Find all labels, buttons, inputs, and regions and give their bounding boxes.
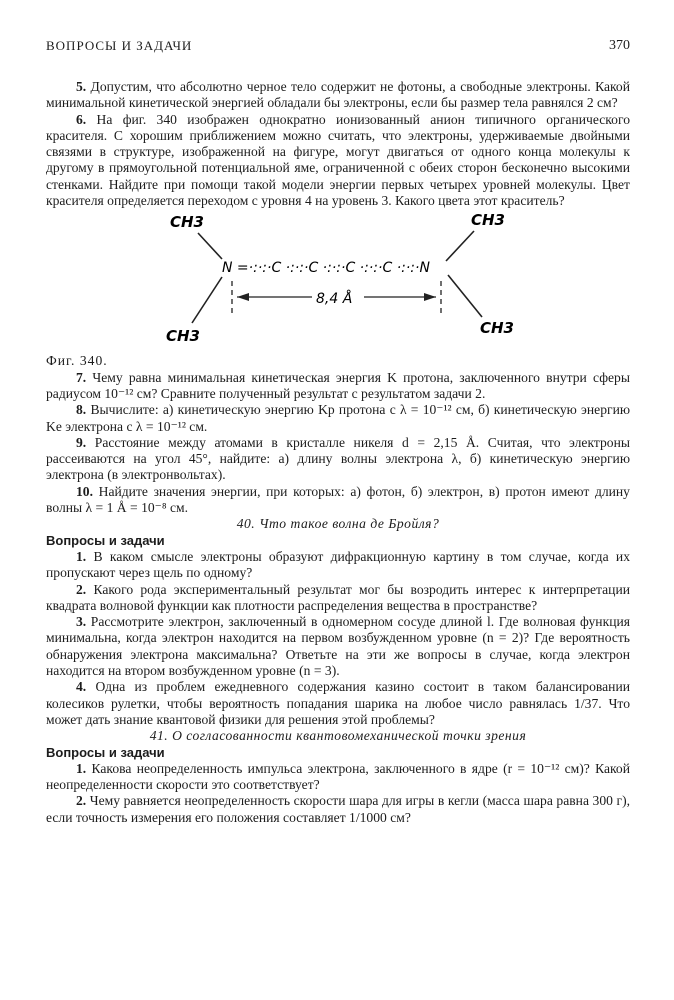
- problem-text: Какова неопределенность импульса электрона, заключенного в ядре (r = 10⁻¹² см)? Какой неопределенности скорости это соответствует?: [46, 760, 631, 793]
- problem-text: Расстояние между атомами в кристалле никеля d = 2,15 Å. Считая, что электроны рассеиваются на угол 45°, найдите: а) длину волны электрона λ, б) кинетическую энергию электрона (в электронвольтах).: [46, 434, 631, 483]
- section-41-title: 41. О согласованности квантовомеханической точки зрения: [149, 728, 527, 744]
- problem-text: Найдите значения энергии, при которых: а) фотон, б) электрон, в) протон имеют длину волны λ = 1 Å = 10⁻⁸ см.: [46, 483, 630, 516]
- conjugated-chain: N =·:·:·C ·:·:·C ·:·:·C ·:·:·C ·:·:·N: [222, 260, 430, 277]
- running-head: [46, 38, 630, 58]
- question-40-3: [46, 614, 630, 679]
- problem-7: [46, 370, 630, 403]
- question-41-2: [46, 793, 630, 826]
- problem-text: Допустим, что абсолютно черное тело содержит не фотоны, а свободные электроны. Какой минимальной кинетической энергией обладали бы электроны, если бы размер тела равнялся 2 см?: [46, 79, 630, 111]
- arrowhead-right: [424, 293, 436, 301]
- problem-text: В каком смысле электроны образуют дифракционную картину в том случае, когда их пропускают через щель по одному?: [46, 548, 630, 581]
- bond-right-down: [448, 275, 482, 317]
- running-head-title: ВОПРОСЫ И ЗАДАЧИ: [46, 38, 193, 53]
- problem-number: 2.: [76, 581, 87, 597]
- figure-caption: Фиг. 340.: [46, 353, 108, 369]
- problem-number: 5.: [76, 79, 87, 94]
- problem-9: [46, 435, 630, 484]
- problem-number: 9.: [76, 434, 87, 450]
- page-content: [46, 79, 630, 826]
- problem-number: 2.: [76, 793, 87, 809]
- ch3-bottom-right: CH3: [480, 319, 514, 338]
- bond-right-up: [446, 231, 474, 261]
- problem-number: 3.: [76, 614, 87, 630]
- section-41-subhead: Вопросы и задачи: [46, 744, 165, 760]
- problem-text: Чему равняется неопределенность скорости шара для игры в кегли (масса шара равна 300 г), если точность измерения его положения составляет 1/1000 см?: [46, 793, 631, 825]
- bond-left-up: [198, 233, 222, 259]
- problem-text: На фиг. 340 изображен однократно ионизованный анион типичного органического красителя. С хорошим приближением можно считать, что электроны, удерживаемые двойными связями в структуре, изображенной на фигуре, могут двигаться от одного конца молекулы к другому в прямоугольной потенциальной яме, ограниченной с обеих сторон бесконечно высокими стенками. Найдите при помощи такой модели энергии первых четырех уровней молекулы. Цвет красителя определяется переходом с уровня 4 на уровень 3. Какого цвета этот краситель?: [46, 111, 631, 209]
- ch3-top-right: CH3: [471, 213, 505, 230]
- question-41-1: [46, 761, 630, 794]
- ch3-bottom-left: CH3: [166, 327, 200, 346]
- problem-text: Чему равна минимальная кинетическая энергия K протона, заключенного внутри сферы радиусом 10⁻¹² см? Сравните полученный результат с результатом задачи 2.: [46, 369, 630, 401]
- problem-number: 4.: [76, 679, 87, 695]
- problem-5: [46, 79, 630, 112]
- problem-text: Вычислите: а) кинетическую энергию Kp протона с λ = 10⁻¹² см, б) кинетическую энергию Ke электрона с λ = 10⁻¹² см.: [46, 402, 630, 434]
- problem-text: Рассмотрите электрон, заключенный в одномерном сосуде длиной l. Где волновая функция минимальна, когда электрон находится на первом возбужденном уровне (n = 2)? Где вероятность обнаружения электрона максимальна? Ответьте на эти же вопросы в случае, когда электрон находится на втором возбужденном уровне (n = 3).: [46, 614, 630, 679]
- distance-label: 8,4 Å: [316, 291, 353, 308]
- problem-text: Одна из проблем ежедневного содержания казино состоит в таком балансировании колесиков рулетки, чтобы вероятность попадания шарика на любое число равнялась 1/37. Что может дать знание квантовой физики для решения этой проблемы?: [46, 679, 630, 727]
- figure-340: [46, 213, 630, 353]
- problem-8: [46, 402, 630, 435]
- problem-number: 1.: [76, 548, 87, 564]
- problem-6: [46, 112, 630, 210]
- question-40-2: [46, 582, 630, 615]
- problem-number: 7.: [76, 369, 87, 385]
- arrowhead-left: [237, 293, 249, 301]
- problem-number: 6.: [76, 111, 87, 127]
- section-40-subhead: Вопросы и задачи: [46, 532, 165, 548]
- molecule-diagram: [46, 213, 630, 353]
- ch3-top-left: CH3: [170, 213, 204, 232]
- problem-number: 8.: [76, 402, 87, 418]
- page-number: 370: [609, 38, 630, 53]
- problem-number: 1.: [76, 760, 87, 776]
- problem-number: 10.: [76, 483, 93, 499]
- question-40-1: [46, 549, 630, 582]
- question-40-4: [46, 679, 630, 728]
- bond-left-down: [192, 277, 222, 323]
- section-40-title: 40. Что такое волна де Бройля?: [236, 516, 440, 532]
- problem-text: Какого рода экспериментальный результат мог бы возродить интерес к интерпретации квадрата волновой функции как плотности распределения вещества в пространстве?: [46, 581, 631, 613]
- problem-10: [46, 484, 630, 517]
